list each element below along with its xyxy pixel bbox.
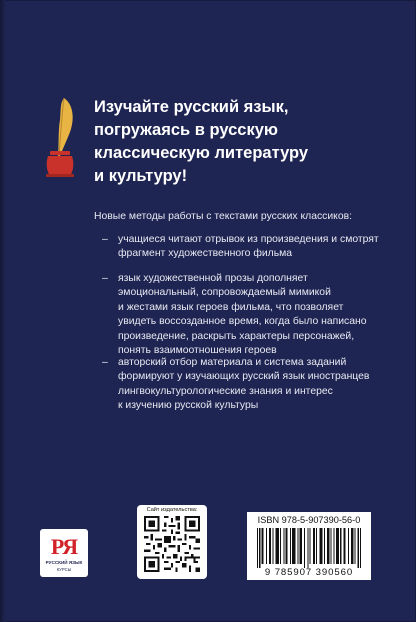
bullet-item	[102, 272, 367, 358]
publisher-mark: РЯ	[50, 534, 78, 559]
isbn-barcode-card	[247, 512, 371, 580]
headline-line: классическую литературу	[94, 144, 309, 162]
bullet-dash: –	[102, 273, 108, 284]
publisher-name: РУССКИЙ ЯЗЫК	[45, 560, 83, 565]
bullet-line: увидеть воссозданное время, когда было написано	[118, 316, 367, 328]
publisher-subname: КУРСЫ	[56, 567, 72, 572]
bullet-item	[102, 233, 379, 262]
headline-line: и культуру!	[94, 167, 188, 185]
qr-label: Сайт издательства:	[146, 507, 198, 513]
bullet-line: лингвокультурологические знания и интерес	[118, 385, 333, 397]
headline	[94, 96, 404, 188]
bullet-line: формируют у изучающих русский язык иностранцев	[118, 371, 370, 383]
qr-code-icon[interactable]	[144, 516, 200, 572]
bullet-line: к изучению русской культуры	[118, 400, 259, 412]
bullet-line: фрагмент художественного фильма	[118, 248, 293, 260]
isbn-number: ISBN 978-5-907390-56-0	[257, 515, 361, 525]
headline-line: Изучайте русский язык,	[94, 98, 289, 116]
bullet-line: авторский отбор материала и система заданий	[118, 357, 347, 368]
bullet-item	[102, 356, 370, 414]
bullet-dash: –	[102, 234, 108, 245]
bullet-line: эмоциональный, сопровождаемый мимикой	[118, 287, 331, 299]
bullet-dash: –	[102, 357, 108, 368]
bullet-line: учащиеся читают отрывок из произведения и смотрят	[118, 234, 379, 245]
qr-code-card	[137, 505, 207, 579]
spine-shadow	[0, 0, 6, 622]
headline-line: погружаясь в русскую	[94, 121, 278, 139]
barcode-icon	[257, 528, 361, 568]
bullet-line: и жестами язык героев фильма, что позволяет	[118, 301, 344, 313]
quill-inkwell-icon	[40, 94, 80, 179]
barcode-digits: 9 785907 390560	[264, 567, 354, 578]
bullet-line: понять взаимоотношения героев	[118, 345, 277, 357]
bullet-line: произведение, раскрыть характеры персонажей,	[118, 330, 355, 342]
publisher-logo	[40, 529, 88, 577]
bullet-line: язык художественной прозы дополняет	[118, 273, 308, 284]
intro-text: Новые методы работы с текстами русских классиков:	[94, 211, 353, 222]
